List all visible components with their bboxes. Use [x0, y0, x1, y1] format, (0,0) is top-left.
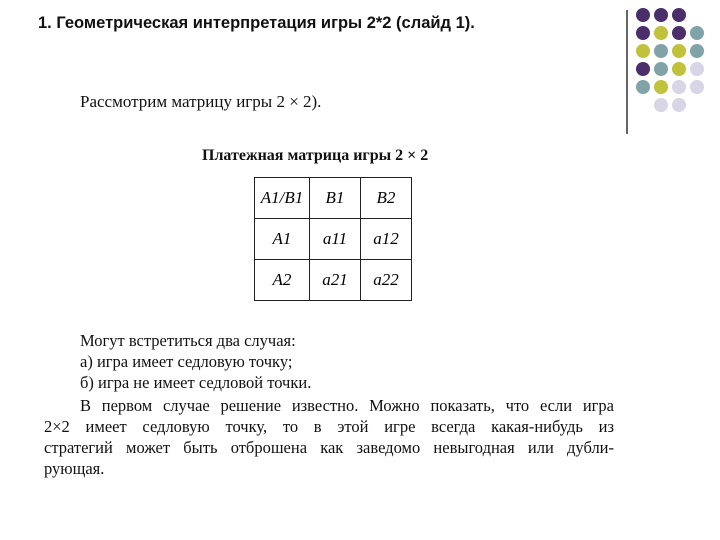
- dot: [636, 8, 650, 22]
- dot: [672, 26, 686, 40]
- dot: [690, 80, 704, 94]
- dot: [654, 44, 668, 58]
- dot: [654, 62, 668, 76]
- paragraph-line: стратегий может быть отброшена как заведомо невыгодная или дубли-: [44, 438, 614, 457]
- table-header-cell: B2: [361, 178, 412, 219]
- table-header-cell: A1/B1: [255, 178, 310, 219]
- dot: [672, 44, 686, 58]
- decorative-dot-grid: [636, 8, 720, 120]
- dot: [672, 8, 686, 22]
- list-item: б) игра не имеет седловой точки.: [80, 373, 312, 392]
- table-cell: a22: [361, 260, 412, 301]
- table-cell: a21: [310, 260, 361, 301]
- vertical-divider: [626, 10, 628, 134]
- dot: [636, 26, 650, 40]
- table-row: [255, 260, 412, 301]
- table-row: [255, 219, 412, 260]
- dot: [690, 62, 704, 76]
- body-paragraph: [44, 395, 614, 479]
- dot: [654, 26, 668, 40]
- dot: [672, 98, 686, 112]
- paragraph-line: 2×2 имеет седловую точку, то в этой игре всегда какая-нибудь из: [44, 417, 614, 436]
- dot: [654, 8, 668, 22]
- dot: [636, 44, 650, 58]
- slide-title: 1. Геометрическая интерпретация игры 2*2 (слайд 1).: [38, 14, 475, 32]
- cases-list: [80, 330, 311, 393]
- dot: [672, 62, 686, 76]
- dot: [654, 98, 668, 112]
- table-cell: a11: [310, 219, 361, 260]
- table-row: [255, 178, 412, 219]
- table-cell: a12: [361, 219, 412, 260]
- table-cell: A2: [255, 260, 310, 301]
- payoff-matrix-table: [254, 177, 412, 301]
- list-item: Могут встретиться два случая:: [80, 331, 296, 350]
- table-header-cell: B1: [310, 178, 361, 219]
- list-item: а) игра имеет седловую точку;: [80, 352, 293, 371]
- paragraph-line: В первом случае решение известно. Можно показать, что если игра: [80, 396, 614, 415]
- matrix-title: Платежная матрица игры 2 × 2: [202, 147, 429, 164]
- dot: [636, 62, 650, 76]
- dot: [654, 80, 668, 94]
- intro-text: Рассмотрим матрицу игры 2 × 2).: [80, 92, 322, 111]
- dot: [690, 44, 704, 58]
- dot: [636, 80, 650, 94]
- dot: [690, 26, 704, 40]
- paragraph-line: рующая.: [44, 459, 105, 478]
- table-cell: A1: [255, 219, 310, 260]
- dot: [672, 80, 686, 94]
